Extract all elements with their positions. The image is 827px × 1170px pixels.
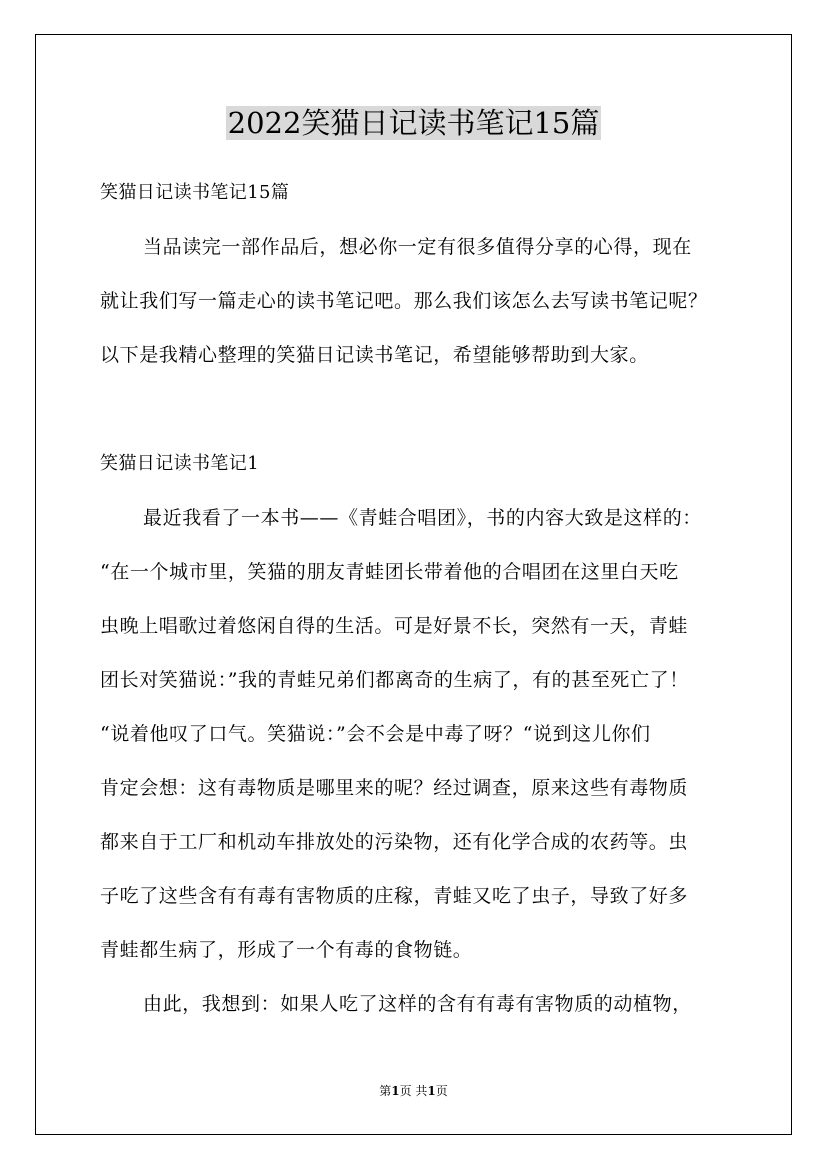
document-title (0, 103, 827, 143)
intro-line: 以下是我精心整理的笑猫日记读书笔记，希望能够帮助到大家。 (100, 344, 649, 366)
footer-page-total: 1 (427, 1084, 436, 1098)
body-line: 肯定会想：这有毒物质是哪里来的呢？经过调查，原来这些有毒物质 (100, 777, 689, 799)
section-heading: 笑猫日记读书笔记1 (100, 453, 260, 474)
body-line: 子吃了这些含有有毒有害物质的庄稼，青蛙又吃了虫子，导致了好多 (100, 885, 689, 907)
intro-line: 当品读完一部作品后，想必你一定有很多值得分享的心得，现在 (143, 236, 692, 258)
body-line: 都来自于工厂和机动车排放处的污染物，还有化学合成的农药等。虫 (100, 831, 689, 853)
footer-page-prefix: 第 (379, 1084, 392, 1098)
body-line: 最近我看了一本书——《青蛙合唱团》，书的内容大致是这样的： (143, 507, 702, 529)
document-title-text: 2022笑猫日记读书笔记15篇 (227, 106, 600, 140)
document-subtitle: 笑猫日记读书笔记15篇 (100, 182, 290, 203)
body-line: 团长对笑猫说：”我的青蛙兄弟们都离奇的生病了，有的甚至死亡了！ (100, 669, 689, 691)
body-line: “在一个城市里，笑猫的朋友青蛙团长带着他的合唱团在这里白天吃 (100, 561, 679, 583)
body-line: 虫晚上唱歌过着悠闲自得的生活。可是好景不长，突然有一天，青蛙 (100, 615, 689, 637)
body-line: 青蛙都生病了，形成了一个有毒的食物链。 (100, 939, 473, 961)
page-footer (0, 1083, 827, 1099)
body-line-last: 由此，我想到：如果人吃了这样的含有有毒有害物质的动植物， (143, 993, 692, 1015)
footer-page-number: 1 (391, 1084, 400, 1098)
footer-page-suffix: 页 (435, 1084, 448, 1098)
footer-page-mid: 页 共 (399, 1084, 428, 1098)
intro-line: 就让我们写一篇走心的读书笔记吧。那么我们该怎么去写读书笔记呢？ (100, 290, 708, 312)
body-line: “说着他叹了口气。笑猫说：”会不会是中毒了呀？“说到这儿你们 (100, 723, 651, 745)
